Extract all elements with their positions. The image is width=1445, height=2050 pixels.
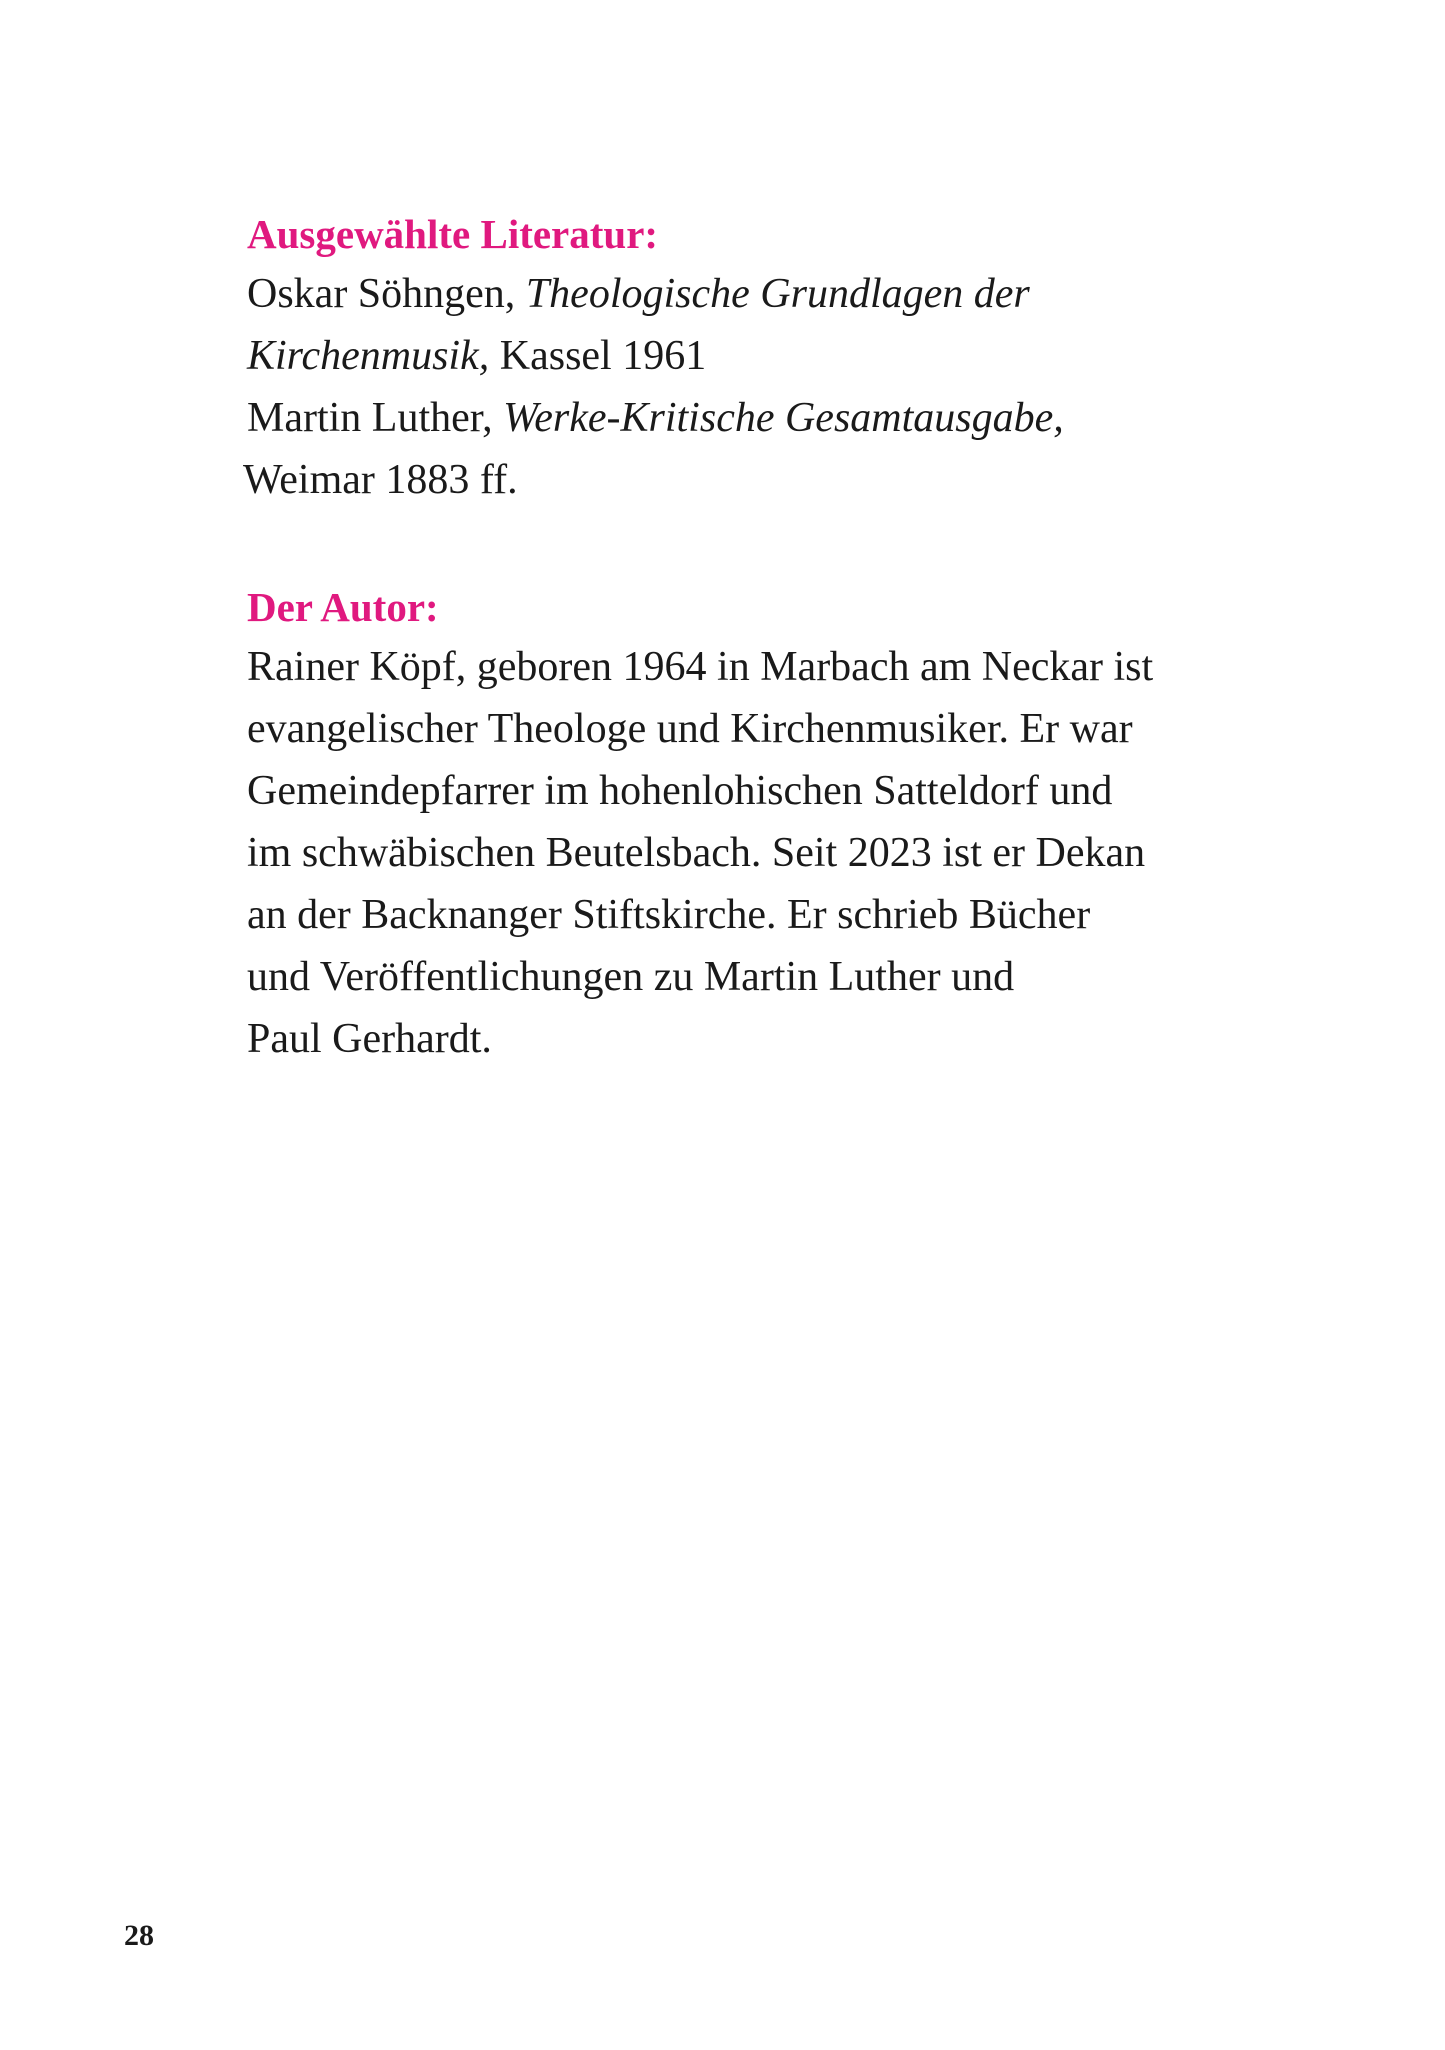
literature-entry-2-title: Werke-Kritische Gesamtausgabe, xyxy=(503,395,1064,441)
author-bio-line: Gemeindepfarrer im hohenlohischen Satteldorf und xyxy=(247,768,1113,814)
literature-entry-1-publication: Kassel 1961 xyxy=(489,333,707,379)
author-bio-line: evangelischer Theologe und Kirchenmusiker. Er war xyxy=(247,706,1133,752)
author-bio-line: Paul Gerhardt. xyxy=(247,1016,492,1062)
literature-entry-1-title-cont: Kirchenmusik, xyxy=(247,333,490,379)
author-bio-line: an der Backnanger Stiftskirche. Er schrieb Bücher xyxy=(247,892,1091,938)
author-bio-line: im schwäbischen Beutelsbach. Seit 2023 ist er Dekan xyxy=(247,830,1146,876)
page-number: 28 xyxy=(124,1919,154,1952)
author-bio-line: und Veröffentlichungen zu Martin Luther und xyxy=(247,954,1015,1000)
literature-entry-1-author: Oskar Söhngen, xyxy=(247,271,526,317)
literature-entry-2-publication: Weimar 1883 ff. xyxy=(243,457,518,503)
literature-entry-1-line-1 xyxy=(247,270,1030,318)
literature-entry-2-author: Martin Luther, xyxy=(247,395,504,441)
author-bio-line: Rainer Köpf, geboren 1964 in Marbach am Neckar ist xyxy=(247,644,1154,690)
literature-heading: Ausgewählte Literatur: xyxy=(247,211,659,257)
author-heading: Der Autor: xyxy=(247,584,439,630)
literature-entry-1-line-2 xyxy=(247,332,706,380)
literature-entry-2-line-1 xyxy=(247,394,1064,442)
literature-entry-1-title: Theologische Grundlagen der xyxy=(525,271,1030,317)
